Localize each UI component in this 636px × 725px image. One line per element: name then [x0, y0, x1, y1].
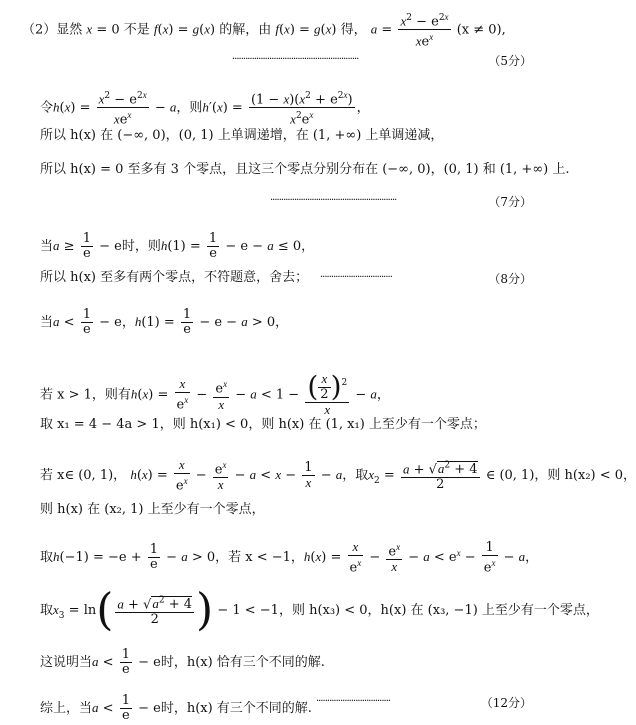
- text: (x ≠ 0),: [456, 22, 506, 38]
- fraction: $\frac{e^x}{x}$: [388, 542, 401, 575]
- line-16: 这说明当a < $\frac{1}{e}$ − e时，h(x) 恰有三个不同的解.: [40, 647, 325, 677]
- text: ，则 h(x₂) < 0，: [534, 468, 636, 484]
- fraction: $\frac{1}{e}$: [208, 231, 218, 261]
- text: 时，h(x) 恰有三个不同的解.: [160, 655, 325, 670]
- line-17: 综上，当a < $\frac{1}{e}$ − e时，h(x) 有三个不同的解.: [40, 693, 312, 723]
- fraction: ( $\frac{x}{2}$ )$^2$ x: [307, 370, 348, 417]
- score-5: （5分）: [488, 54, 532, 68]
- text: 这说明当: [40, 655, 93, 670]
- fraction: $\frac{1}{e^x}$: [483, 539, 496, 575]
- line-13: 则 h(x) 在 (x₂, 1) 上至少有一个零点，: [40, 502, 265, 517]
- line-3: 令h(x) = $x^2 - e^{2x}$ $xe^x$ − a，则h′(x) = $\frac{(1 - x)(x^2 + e^{2x})}{x^2e^x}$ ，: [40, 90, 370, 128]
- fraction: $\frac{e^x}{x}$: [215, 379, 228, 412]
- text: ，取: [342, 468, 369, 484]
- text: 若 x > 1，则有: [40, 387, 131, 403]
- fraction: $\frac{x}{e^x}$: [175, 457, 188, 494]
- text: 时，则: [121, 239, 161, 254]
- line-7: 当a ≥ $\frac{1}{e}$ − e时，则h(1) = $\frac{1}{e}$ − e − a ≤ 0，: [40, 231, 315, 261]
- text: 取: [40, 603, 54, 619]
- fraction: $\frac{1}{e}$: [182, 307, 192, 337]
- text: （2）显然: [22, 22, 83, 38]
- line-9: 当a < $\frac{1}{e}$ − e，h(1) = $\frac{1}{e}$ − e − a > 0，: [40, 307, 289, 337]
- fraction: $\frac{a + √a^2 + 4}{2}$: [117, 596, 193, 628]
- fraction: $\frac{a + √a^2 + 4}{2}$: [402, 461, 478, 493]
- fraction: $\frac{(1 - x)(x^2 + e^{2x})}{x^2e^x}$: [250, 90, 353, 128]
- dots: ··························································: [270, 195, 397, 206]
- line-1: （2）显然 x = 0 不是 f(x) = g(x) 的解，由 f(x) = g(x) 得， a = $x^2 - e^{2x}$ $xe^x$ (x ≠ 0),: [22, 12, 506, 50]
- fraction: $\frac{x}{e^x}$: [349, 539, 362, 576]
- text: 综上，当: [40, 701, 93, 716]
- text: 令: [40, 100, 54, 116]
- fraction: $\frac{x}{e^x}$: [176, 376, 189, 413]
- fraction: $x^2 - e^{2x}$ $xe^x$: [98, 90, 147, 128]
- fraction: $\frac{1}{e}$: [82, 231, 91, 261]
- fraction: $\frac{1}{e}$: [121, 647, 130, 677]
- line-8: 所以 h(x) 至多有两个零点，不符题意，舍去；: [40, 270, 309, 285]
- text: ，则: [176, 100, 203, 116]
- text: 当: [40, 239, 54, 254]
- text: ，则 h(x₃) < 0，h(x) 在 (x₃, −1) 上至少有一个零点，: [278, 603, 599, 619]
- line-5: 所以 h(x) = 0 至多有 3 个零点，且这三个零点分别分布在 (−∞, 0)，(0, 1) 和 (1, +∞) 上.: [40, 162, 570, 177]
- text: 若 x∈ (0, 1)，: [40, 468, 127, 484]
- text: ，若 x < −1，: [215, 550, 304, 566]
- text: 当: [40, 315, 54, 330]
- line-10: 若 x > 1，则有h(x) = $\frac{x}{e^x}$ − $\frac{e^x}{x}$ − a < 1 − ( $\frac{x}{2}$ )$^2$ x − a，: [40, 370, 390, 417]
- score-7: （7分）: [488, 195, 532, 209]
- dots: ·································: [320, 272, 392, 283]
- dots: ··································: [316, 696, 391, 707]
- fraction: $\frac{1}{e}$: [82, 307, 91, 337]
- fraction: $\frac{e^x}{x}$: [214, 460, 227, 493]
- dots: ··························································: [232, 54, 359, 65]
- line-4: 所以 h(x) 在 (−∞, 0)，(0, 1) 上单调递增，在 (1, +∞) 上单调递减，: [40, 128, 444, 143]
- text: 时，h(x) 有三个不同的解.: [160, 701, 312, 716]
- line-14: 取h(−1) = −e + $\frac{1}{e}$ − a > 0，若 x < −1，h(x) = $\frac{x}{e^x}$ − $\frac{e^x}{x}$ − $a < e^x$ − $\frac{1}{e^x}$ − a，: [40, 539, 539, 576]
- line-12: 若 x∈ (0, 1)， h(x) = $\frac{x}{e^x}$ − $\frac{e^x}{x}$ − a < x − $\frac{1}{x}$ − a，取$x_2$ = $\frac{a + √a^2 + 4}{2}$ ∈ (0, 1)，则 h(x₂) < 0，: [40, 457, 636, 494]
- text: 不是: [119, 22, 154, 38]
- fraction: $\frac{1}{e}$: [121, 693, 130, 723]
- score-8: （8分）: [488, 272, 532, 286]
- text: 的解，由: [215, 22, 276, 38]
- line-15: 取$x_3 = \ln$( $\frac{a + √a^2 + 4}{2}$ ) − 1 < −1，则 h(x₃) < 0，h(x) 在 (x₃, −1) 上至少有一个零点，: [40, 584, 599, 636]
- fraction: $\frac{1}{e}$: [149, 542, 159, 573]
- fraction: $\frac{1}{x}$: [304, 459, 313, 490]
- text: 得，: [336, 22, 367, 38]
- score-12: （12分）: [480, 696, 532, 710]
- line-11: 取 x₁ = 4 − 4a > 1，则 h(x₁) < 0，则 h(x) 在 (1, x₁) 上至少有一个零点；: [40, 417, 486, 432]
- text: 取: [40, 550, 54, 566]
- fraction: $x^2 - e^{2x}$ $xe^x$: [400, 12, 449, 50]
